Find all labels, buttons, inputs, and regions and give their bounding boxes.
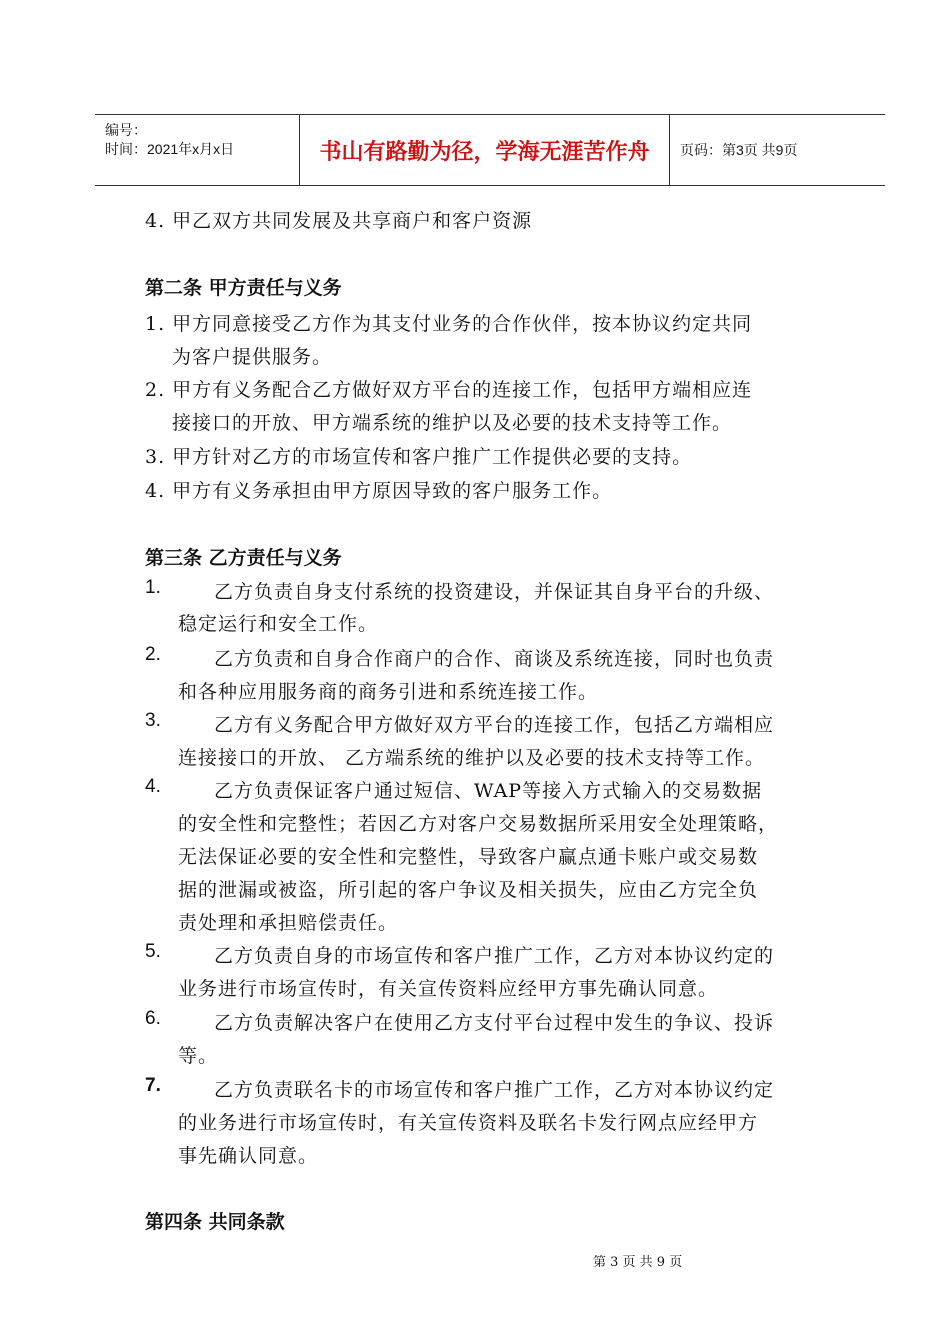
article2-line: 接接口的开放、甲方端系统的维护以及必要的技术支持等工作。: [172, 412, 733, 434]
page-header: [95, 114, 885, 186]
article3-line: 的业务进行市场宣传时，有关宣传资料及联名卡发行网点应经甲方: [178, 1112, 759, 1134]
article3-item-number: 2.: [145, 644, 161, 665]
article3-line: 业务进行市场宣传时，有关宣传资料应经甲方事先确认同意。: [178, 978, 719, 1000]
article3-line: 等。: [178, 1045, 219, 1067]
article3-item-number: 3.: [145, 710, 161, 731]
header-meta: [95, 115, 300, 185]
article3-line: 据的泄漏或被盗，所引起的客户争议及相关损失，应由乙方完全负: [178, 879, 759, 901]
article3-item-number: 4.: [145, 776, 161, 797]
article2-line: 3. 甲方针对乙方的市场宣传和客户推广工作提供必要的支持。: [145, 446, 693, 468]
article3-item-number: 1.: [145, 577, 161, 598]
article3-line: 乙方有义务配合甲方做好双方平台的连接工作，包括乙方端相应: [214, 714, 775, 736]
article3-line: 乙方负责联名卡的市场宣传和客户推广工作，乙方对本协议约定: [214, 1079, 775, 1101]
article3-line: 乙方负责和自身合作商户的合作、商谈及系统连接，同时也负责: [214, 648, 775, 670]
article1-item-4: 4. 甲乙双方共同发展及共享商户和客户资源: [145, 210, 533, 232]
article3-line: 乙方负责自身的市场宣传和客户推广工作，乙方对本协议约定的: [214, 945, 775, 967]
number-label: 编号：: [105, 122, 147, 138]
time-label: 时间：2021年x月x日: [105, 141, 235, 157]
header-page-info: 页码：第3页 共9页: [680, 142, 798, 158]
page-footer: 第 3 页 共 9 页: [593, 1255, 683, 1270]
article3-line: 事先确认同意。: [178, 1145, 319, 1167]
header-motto: 书山有路勤为径，学海无涯苦作舟: [300, 115, 670, 185]
article3-line: 稳定运行和安全工作。: [178, 613, 379, 635]
article3-line: 和各种应用服务商的商务引进和系统连接工作。: [178, 681, 599, 703]
article3-line: 连接接口的开放、 乙方端系统的维护以及必要的技术支持等工作。: [178, 747, 766, 769]
article3-item-number: 6.: [145, 1008, 161, 1029]
article2-title: 第二条 甲方责任与义务: [145, 277, 342, 299]
article4-title: 第四条 共同条款: [145, 1211, 285, 1233]
article3-item-number: 5.: [145, 941, 161, 962]
article2-line: 2. 甲方有义务配合乙方做好双方平台的连接工作，包括甲方端相应连: [145, 379, 753, 401]
article3-title: 第三条 乙方责任与义务: [145, 547, 342, 569]
article3-line: 乙方负责自身支付系统的投资建设，并保证其自身平台的升级、: [214, 581, 775, 603]
article3-line: 无法保证必要的安全性和完整性，导致客户赢点通卡账户或交易数: [178, 846, 759, 868]
article2-line: 为客户提供服务。: [172, 346, 333, 368]
article3-line: 的安全性和完整性；若因乙方对客户交易数据所采用安全处理策略，: [178, 813, 779, 835]
article3-line: 乙方负责解决客户在使用乙方支付平台过程中发生的争议、投诉: [214, 1012, 775, 1034]
article3-item-number: 7.: [145, 1075, 161, 1096]
article2-line: 4. 甲方有义务承担由甲方原因导致的客户服务工作。: [145, 480, 613, 502]
article3-line: 责处理和承担赔偿责任。: [178, 912, 399, 934]
article3-line: 乙方负责保证客户通过短信、WAP等接入方式输入的交易数据: [214, 780, 763, 802]
article2-line: 1. 甲方同意接受乙方作为其支付业务的合作伙伴，按本协议约定共同: [145, 313, 753, 335]
